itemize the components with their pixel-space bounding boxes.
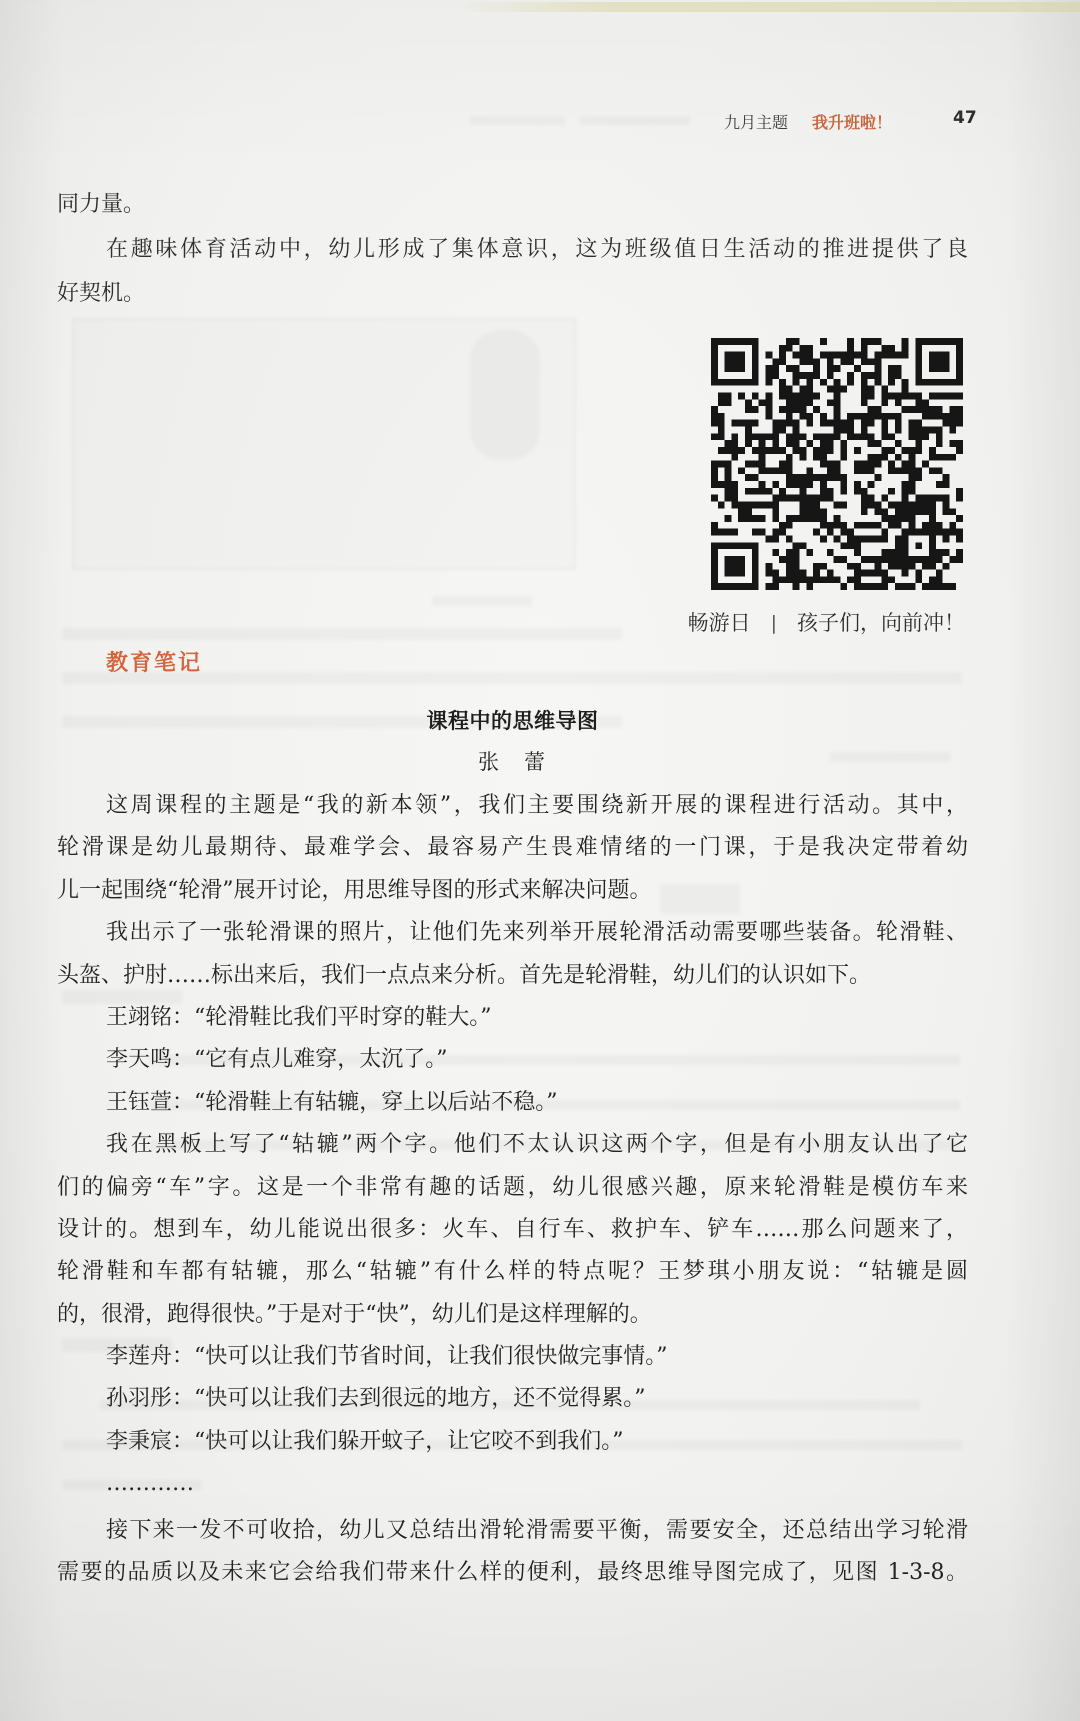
article-author: 张 蕾 xyxy=(478,750,547,774)
text-line: 王钰萱：“轮滑鞋上有轱辘，穿上以后站不稳。” xyxy=(106,1089,558,1115)
qr-code-icon xyxy=(711,338,963,590)
paragraph xyxy=(57,912,968,997)
paragraph xyxy=(57,1421,968,1463)
paragraph xyxy=(57,1378,968,1420)
article-title: 课程中的思维导图 xyxy=(426,709,599,733)
text-line: 设计的。想到车，幼儿能说出很多：火车、自行车、救护车、铲车……那么问题来了， xyxy=(57,1216,968,1242)
text-line: 孙羽彤：“快可以让我们去到很远的地方，还不觉得累。” xyxy=(106,1386,646,1412)
page-number: 47 xyxy=(953,108,977,128)
text-line: 李秉宸：“快可以让我们躲开蚊子，让它咬不到我们。” xyxy=(106,1428,624,1454)
paragraph xyxy=(57,997,968,1039)
text-line: 王翊铭：“轮滑鞋比我们平时穿的鞋大。” xyxy=(106,1004,492,1030)
text-line: 我在黑板上写了“轱辘”两个字。他们不太认识这两个字，但是有小朋友认出了它 xyxy=(106,1132,968,1158)
ellipsis-line: ………… xyxy=(106,1471,194,1497)
text-line: 轮滑课是幼儿最期待、最难学会、最容易产生畏难情绪的一门课，于是我决定带着幼 xyxy=(57,835,968,861)
qr-modules xyxy=(711,338,963,590)
paragraph xyxy=(57,1463,968,1505)
qr-code-graphic xyxy=(711,338,963,590)
caption-separator: | xyxy=(770,612,777,634)
paragraph xyxy=(57,1124,968,1336)
section-label: 教育笔记 xyxy=(106,651,203,676)
header-theme-label: 九月主题 xyxy=(724,113,789,132)
text-line: 们的偏旁“车”字。这是一个非常有趣的话题，幼儿很感兴趣，原来轮滑鞋是模仿车来 xyxy=(57,1174,968,1200)
text-line: 李莲舟：“快可以让我们节省时间，让我们很快做完事情。” xyxy=(106,1344,668,1370)
text-line: 这周课程的主题是“我的新本领”，我们主要围绕新开展的课程进行活动。其中， xyxy=(106,793,968,818)
text-line: 好契机。 xyxy=(57,281,146,306)
paragraph xyxy=(57,1082,968,1124)
article-body xyxy=(57,785,968,1594)
caption-place: 畅游日 xyxy=(687,611,751,635)
paragraph xyxy=(57,1510,968,1595)
paragraph xyxy=(57,785,968,912)
intro-text xyxy=(57,183,968,317)
paragraph xyxy=(57,1039,968,1081)
header-theme-title: 我升班啦！ xyxy=(812,113,893,132)
caption-title: 孩子们，向前冲！ xyxy=(797,611,965,635)
text-line: 儿一起围绕“轮滑”展开讨论，用思维导图的形式来解决问题。 xyxy=(57,877,652,903)
text-line: 我出示了一张轮滑课的照片，让他们先来列举开展轮滑活动需要哪些装备。轮滑鞋、 xyxy=(106,920,968,946)
text-line: 在趣味体育活动中，幼儿形成了集体意识，这为班级值日生活动的推进提供了良 xyxy=(106,236,968,262)
text-line: 需要的品质以及未来它会给我们带来什么样的便利，最终思维导图完成了，见图 1-3-8。 xyxy=(57,1560,968,1586)
text-line: 的，很滑，跑得很快。”于是对于“快”，幼儿们是这样理解的。 xyxy=(57,1301,652,1327)
text-line: 头盔、护肘……标出来后，我们一点点来分析。首先是轮滑鞋，幼儿们的认识如下。 xyxy=(57,962,872,988)
paragraph xyxy=(57,1336,968,1378)
text-line: 轮滑鞋和车都有轱辘，那么“轱辘”有什么样的特点呢？王梦琪小朋友说：“轱辘是圆 xyxy=(57,1259,968,1285)
text-line: 接下来一发不可收拾，幼儿又总结出滑轮滑需要平衡，需要安全，还总结出学习轮滑 xyxy=(106,1517,968,1543)
text-line: 李天鸣：“它有点儿难穿，太沉了。” xyxy=(106,1047,448,1073)
text-line: 同力量。 xyxy=(57,192,146,217)
photo-caption xyxy=(688,609,965,637)
